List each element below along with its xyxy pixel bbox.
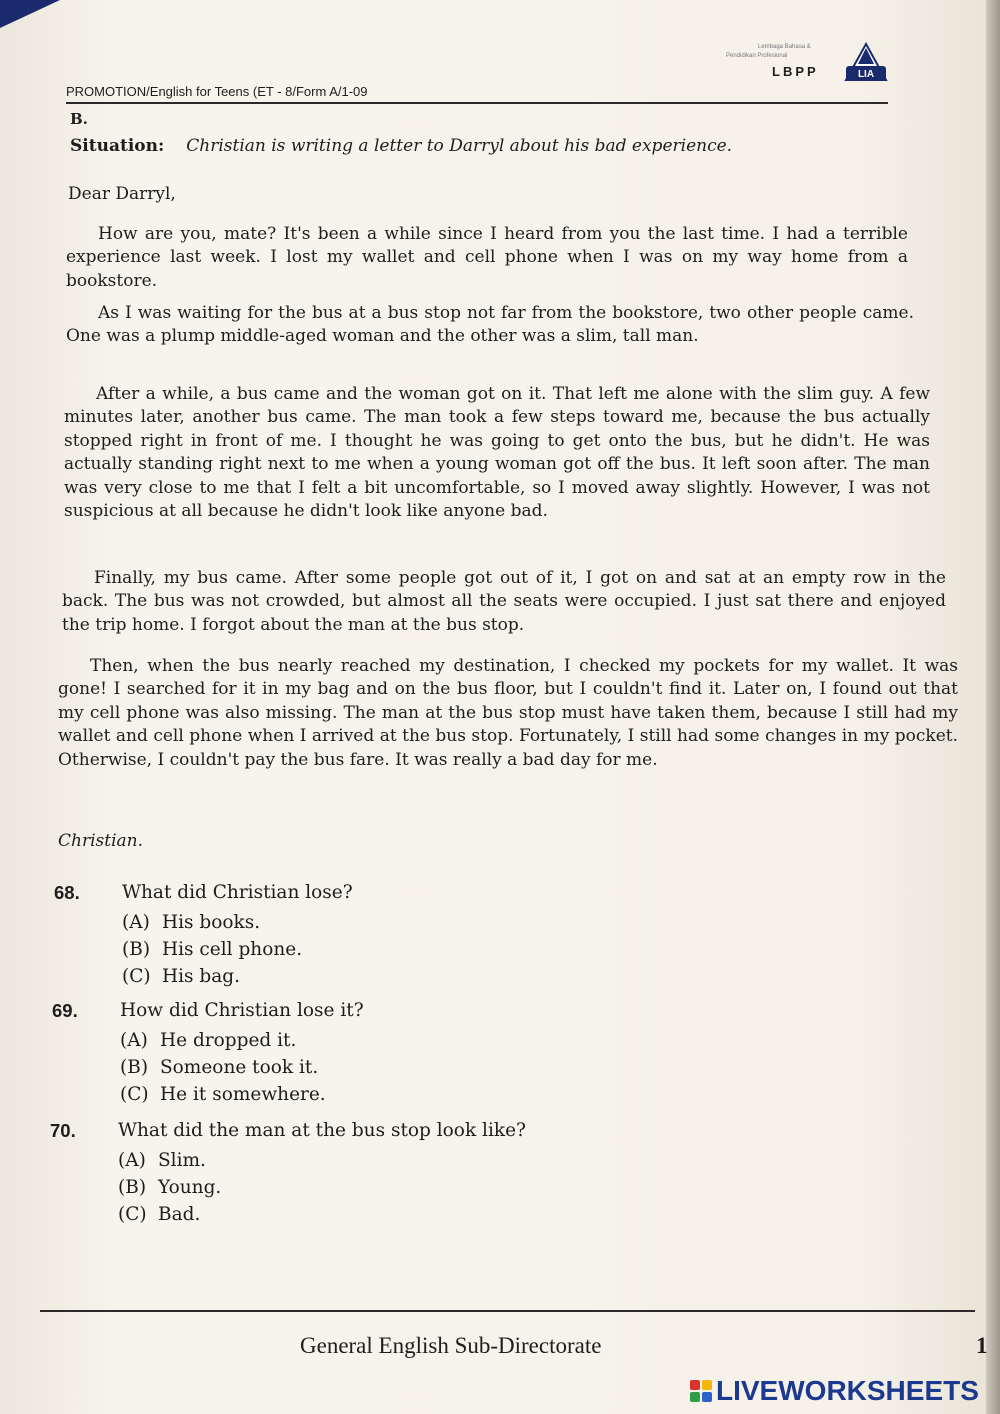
section-label: B. bbox=[70, 110, 88, 128]
liveworksheets-brand[interactable] bbox=[690, 1374, 979, 1408]
logo-text: LBPP bbox=[772, 64, 819, 79]
grid-cell-blue bbox=[702, 1392, 712, 1402]
option-letter: (A) bbox=[118, 1150, 146, 1171]
answer-option[interactable] bbox=[120, 1084, 326, 1111]
situation-text: Christian is writing a letter to Darryl about his bad experience. bbox=[186, 136, 733, 156]
logo-tiny-line-1: Lembaga Bahasa & bbox=[758, 44, 811, 50]
option-text: Bad. bbox=[158, 1204, 201, 1225]
option-letter: (C) bbox=[120, 1084, 149, 1105]
answer-option[interactable] bbox=[118, 1177, 221, 1204]
question-row bbox=[54, 882, 353, 912]
page-header bbox=[66, 80, 888, 104]
page-edge-shadow bbox=[986, 0, 1000, 1414]
lbpp-lia-logo bbox=[720, 42, 890, 84]
question-70 bbox=[50, 1120, 526, 1231]
question-row bbox=[52, 1000, 364, 1030]
question-text: What did Christian lose? bbox=[122, 882, 353, 903]
option-letter: (A) bbox=[122, 912, 150, 933]
footer-text: General English Sub-Directorate bbox=[300, 1333, 602, 1358]
option-letter: (B) bbox=[120, 1057, 149, 1078]
option-letter: (C) bbox=[122, 966, 151, 987]
logo-tiny-line-2: Pendidikan Profesional bbox=[726, 53, 788, 59]
liveworksheets-grid-icon bbox=[690, 1380, 712, 1402]
grid-cell-yellow bbox=[702, 1380, 712, 1390]
letter-paragraph: Finally, my bus came. After some people got out of it, I got on and sat at an empty row in the back. The bus was not crowded, but almost all the seats were occupied. I just sat there and enjoyed the trip home. I forgot about the man at the bus stop. bbox=[62, 568, 946, 635]
logo-mark-text: LIA bbox=[857, 69, 875, 80]
footer-rule bbox=[40, 1310, 975, 1312]
grid-cell-red bbox=[690, 1380, 700, 1390]
grid-cell-green bbox=[690, 1392, 700, 1402]
option-text: Slim. bbox=[158, 1150, 206, 1171]
answer-option[interactable] bbox=[118, 1204, 221, 1231]
answer-option[interactable] bbox=[118, 1150, 221, 1177]
answer-option[interactable] bbox=[122, 939, 302, 966]
option-text: He it somewhere. bbox=[160, 1084, 326, 1105]
option-text: His bag. bbox=[162, 966, 241, 987]
question-number: 69. bbox=[52, 1000, 78, 1021]
page-number: 1 bbox=[976, 1333, 988, 1358]
option-text: He dropped it. bbox=[160, 1030, 297, 1051]
option-letter: (B) bbox=[122, 939, 151, 960]
situation-label: Situation: bbox=[70, 136, 165, 156]
page-corner-decoration bbox=[0, 0, 60, 28]
letter-signoff: Christian. bbox=[58, 831, 143, 851]
letter-paragraph: How are you, mate? It's been a while since I heard from you the last time. I had a terrible experience last week. I lost my wallet and cell phone when I was on my way home from a bookstore. bbox=[66, 224, 908, 291]
question-text: How did Christian lose it? bbox=[120, 1000, 364, 1021]
option-text: His cell phone. bbox=[162, 939, 303, 960]
answer-option[interactable] bbox=[122, 912, 302, 939]
situation-line bbox=[70, 136, 732, 156]
option-letter: (B) bbox=[118, 1177, 147, 1198]
question-68 bbox=[54, 882, 353, 993]
header-rule bbox=[66, 102, 888, 104]
letter-paragraph: As I was waiting for the bus at a bus stop not far from the bookstore, two other people came. One was a plump middle-aged woman and the other was a slim, tall man. bbox=[66, 303, 914, 347]
brand-text: LIVEWORKSHEETS bbox=[716, 1375, 979, 1406]
letter-salutation: Dear Darryl, bbox=[68, 184, 176, 204]
answer-option[interactable] bbox=[120, 1030, 326, 1057]
letter-paragraph: Then, when the bus nearly reached my destination, I checked my pockets for my wallet. It was gone! I searched for it in my bag and on the bus floor, but I couldn't find it. Later on, I found out that my cell phone was also missing. The man at the bus stop must have taken them, because I still had my wallet and cell phone when I arrived at the bus stop. Fortunately, I still had some changes in my pocket. Otherwise, I couldn't pay the bus fare. It was really a bad day for me. bbox=[58, 656, 958, 770]
lia-logo-icon bbox=[844, 42, 888, 82]
letter-paragraph: After a while, a bus came and the woman got on it. That left me alone with the slim guy. A few minutes later, another bus came. The man took a few steps toward me, because the bus actually stopped right in front of me. I thought he was going to get onto the bus, but he didn't. He was actually standing right next to me when a young woman got off the bus. It left soon after. The man was very close to me that I felt a bit uncomfortable, so I moved away slightly. However, I was not suspicious at all because he didn't look like anyone bad. bbox=[64, 384, 930, 522]
option-letter: (A) bbox=[120, 1030, 148, 1051]
question-69 bbox=[52, 1000, 364, 1111]
option-text: His books. bbox=[162, 912, 261, 933]
question-row bbox=[50, 1120, 526, 1150]
question-text: What did the man at the bus stop look like? bbox=[118, 1120, 526, 1141]
answer-option[interactable] bbox=[120, 1057, 326, 1084]
question-number: 70. bbox=[50, 1120, 76, 1141]
form-code: PROMOTION/English for Teens (ET - 8/Form A/1-09 bbox=[66, 84, 368, 99]
question-number: 68. bbox=[54, 882, 80, 903]
option-text: Young. bbox=[158, 1177, 222, 1198]
answer-option[interactable] bbox=[122, 966, 302, 993]
option-letter: (C) bbox=[118, 1204, 147, 1225]
option-text: Someone took it. bbox=[160, 1057, 319, 1078]
